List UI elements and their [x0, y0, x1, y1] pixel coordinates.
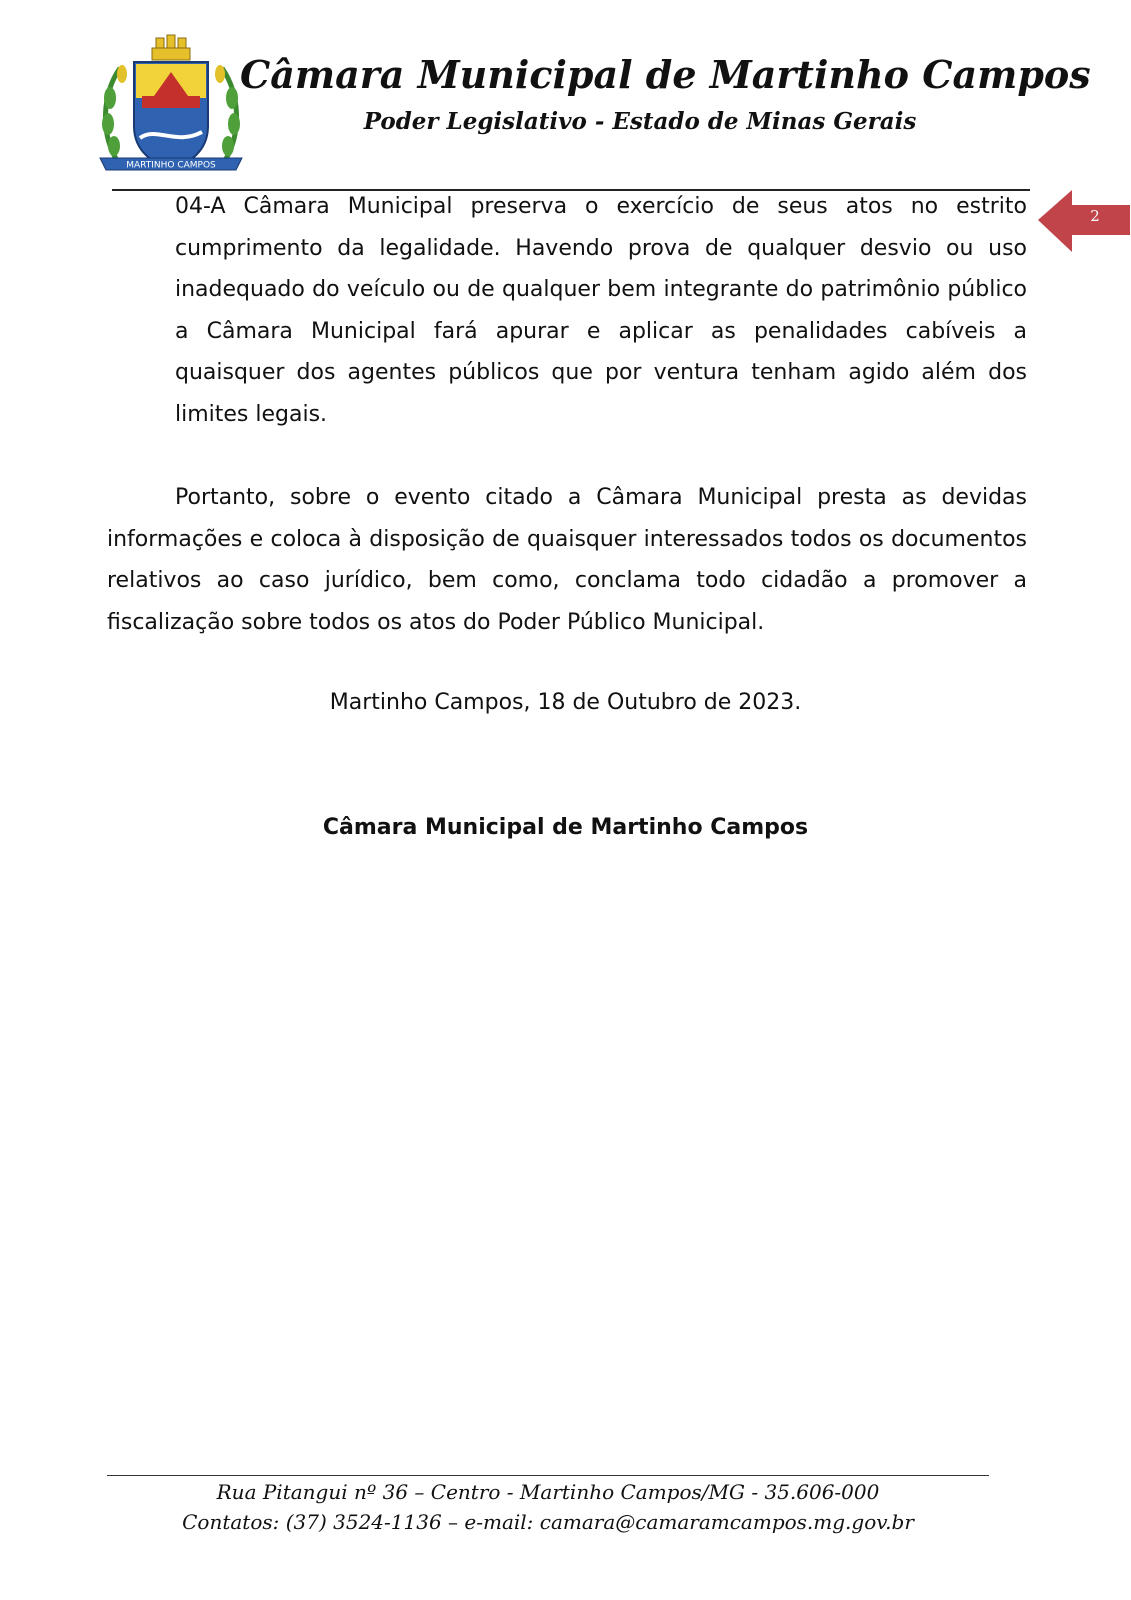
crest-ribbon-text: MARTINHO CAMPOS: [126, 160, 216, 171]
date-line: Martinho Campos, 18 de Outubro de 2023.: [329, 690, 802, 715]
paragraph-item-04: 04-A Câmara Municipal preserva o exercício de seus atos no estrito cumprimento da legalidade. Havendo prova de qualquer desvio ou uso inadequado do veículo ou de qualquer bem integrante do patrimônio público a Câmara Municipal fará apurar e aplicar as penalidades cabíveis a quaisquer dos agentes públicos que por ventura tenham agido além dos limites legais.: [175, 194, 1027, 427]
page-number: 2: [1090, 207, 1100, 225]
footer-contacts: Contatos: (37) 3524-1136 – e-mail: camara@camaramcampos.mg.gov.br: [182, 1510, 914, 1534]
footer-address: Rua Pitangui nº 36 – Centro - Martinho Campos/MG - 35.606-000: [216, 1480, 880, 1504]
paragraph-conclusion: Portanto, sobre o evento citado a Câmara Municipal presta as devidas informações e coloca à disposição de quaisquer interessados todos os documentos relativos ao caso jurídico, bem como, conclama todo cidadão a promover a fiscalização sobre todos os atos do Poder Público Municipal.: [107, 485, 1027, 635]
header-subtitle: Poder Legislativo - Estado de Minas Gerais: [363, 108, 917, 135]
footer-divider: [107, 1475, 989, 1476]
coat-of-arms-icon: [96, 34, 246, 176]
header-title: Câmara Municipal de Martinho Campos: [240, 52, 1091, 97]
signature: Câmara Municipal de Martinho Campos: [322, 815, 809, 840]
